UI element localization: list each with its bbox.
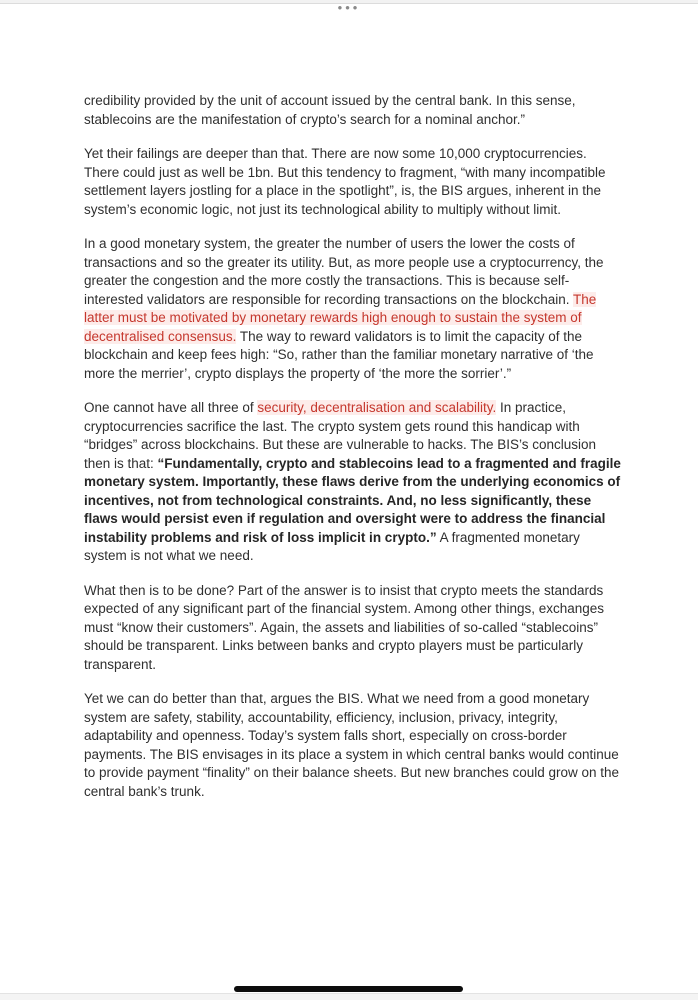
text-run: Yet we can do better than that, argues the BIS. What we need from a good monetary system are safety, stability, accountability, efficiency, inclusion, privacy, integrity, adaptability and openness. Today’s system falls short, especially on cross-border payments. The BIS envisages in its place a system in which central banks would continue to provide payment “finality” on their balance sheets. But new branches could grow on the central bank’s trunk. (84, 691, 620, 799)
text-run: One cannot have all three of (84, 400, 258, 415)
paragraph (84, 145, 621, 219)
text-run: In practice, cryptocurrencies sacrifice the last. The crypto system gets round this handicap with “bridges” across blockchains. But these are vulnerable to hacks. The BIS’s conclusion then is that: (84, 400, 597, 471)
text-run: A fragmented monetary system is not what we need. (84, 529, 580, 563)
text-run: What then is to be done? Part of the answer is to insist that crypto meets the standards expected of any significant part of the financial system. Among other things, exchanges must “know their customers”. Again, the assets and liabilities of so-called “stablecoins” should be transparent. Links between banks and crypto players must be particularly transparent. (84, 582, 605, 672)
paragraph (84, 690, 621, 801)
highlighted-text-run: security, decentralisation and scalability. (257, 400, 497, 415)
text-run: The way to reward validators is to limit the capacity of the blockchain and keep fees high: “So, rather than the familiar monetary narrative of ‘the more the merrier’, crypto displays the property of ‘the more the sorrier’.” (84, 328, 594, 381)
home-indicator[interactable] (234, 986, 463, 992)
more-options-icon[interactable]: ••• (337, 0, 361, 15)
bold-quote-run: “Fundamentally, crypto and stablecoins lead to a fragmented and fragile monetary system. Importantly, these flaws derive from the underlying economics of incentives, not from technological constraints. And, no less significantly, these flaws would persist even if regulation and oversight were to address the financial instability problems and risk of loss implicit in crypto.” (84, 455, 621, 545)
text-run: Yet their failings are deeper than that. There are now some 10,000 cryptocurrencies. There could just as well be 1bn. But this tendency to fragment, “with many incompatible settlement layers jostling for a place in the spotlight”, is, the BIS argues, inherent in the system’s economic logic, not just its technological ability to multiply without limit. (84, 146, 606, 217)
highlighted-text-run: The latter must be motivated by monetary rewards high enough to sustain the system of decentralised consensus. (84, 291, 597, 344)
paragraph (84, 399, 621, 566)
text-run: In a good monetary system, the greater the number of users the lower the costs of transactions and so the greater its utility. But, as more people use a cryptocurrency, the greater the congestion and the more costly the transactions. This is because self-interested validators are responsible for recording transactions on the blockchain. (84, 236, 604, 307)
paragraph (84, 92, 621, 129)
text-run: credibility provided by the unit of account issued by the central bank. In this sense, stablecoins are the manifestation of crypto’s search for a nominal anchor.” (84, 93, 576, 127)
sheet-bottom-edge (0, 993, 698, 1000)
article-body (84, 92, 621, 801)
paragraph (84, 582, 621, 675)
paragraph (84, 235, 621, 383)
